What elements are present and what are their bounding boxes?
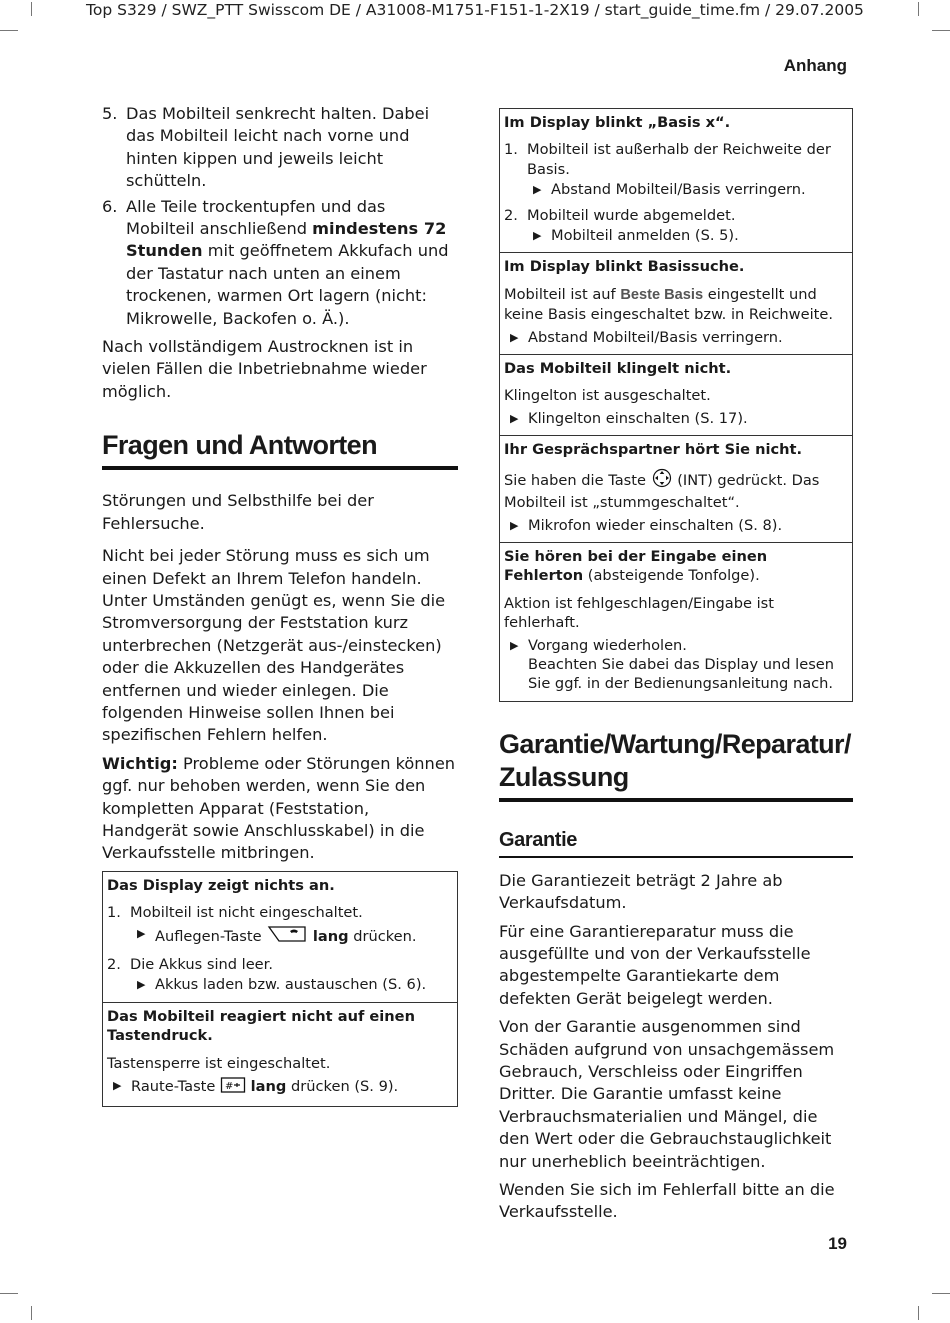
step-number: 6. [102, 196, 118, 216]
step-text: mit geöffnetem Akkufach und der Tastatur nach unten an einem trockenen, warmen Ort lagern (nicht: Mikrowelle, Backofen o. Ä.). [126, 241, 449, 328]
action-note: Beachten Sie dabei das Display und lesen Sie ggf. in der Bedienungsanleitung nach. [528, 655, 835, 693]
important-text: Probleme oder Störungen können ggf. nur behoben werden, wenn Sie den kompletten Apparat (Feststation, Handgerät sowie Anschlusskabel) in die Verkaufsstelle mitbringen. [102, 753, 456, 863]
emphasis: lang [250, 1078, 287, 1096]
cause-item [504, 206, 848, 225]
problem-title-note: (absteigende Tonfolge). [587, 567, 760, 585]
action-item [527, 226, 848, 245]
table-row [500, 436, 853, 543]
cause-text-part: eingestellt und keine Basis eingeschaltet bzw. in Reichweite. [504, 285, 833, 324]
crop-mark [932, 1293, 950, 1294]
control-key-icon [651, 468, 673, 493]
crop-mark [918, 2, 919, 16]
action-item [504, 516, 848, 535]
step-text: Alle Teile trockentupfen und das Mobilteil anschließend [126, 196, 386, 239]
table-cell [500, 109, 853, 253]
cause-text: Mobilteil wurde abgemeldet. [527, 206, 736, 224]
problem-title: Das Display zeigt nichts an. [107, 876, 335, 894]
triangle-bullet-icon: ▶ [533, 229, 542, 243]
section-heading: Garantie/Wartung/Reparatur/ Zulassung [499, 728, 853, 802]
triangle-bullet-icon: ▶ [137, 926, 146, 940]
emphasis: lang [312, 927, 349, 945]
action-text: Abstand Mobilteil/Basis verringern. [528, 328, 783, 346]
table-cell [500, 253, 853, 355]
paragraph: Für eine Garantiereparatur muss die ausgefüllte und von der Verkaufsstelle abgestempelte Garantiekarte dem defekten Gerät beigelegt werden. [499, 921, 811, 1008]
step-number: 5. [102, 104, 118, 123]
triangle-bullet-icon: ▶ [113, 1079, 122, 1093]
action-text: drücken. [353, 927, 417, 945]
paragraph: Nicht bei jeder Störung muss es sich um einen Defekt an Ihrem Telefon handeln. Unter Umständen genügt es, wenn Sie die Stromversorgung der Feststation kurz unterbrechen (Netzgerät aus-/einstecken) oder die Akkuzellen des Handgerätes entfernen und wieder einlegen. Die folgenden Hinweise sollen Ihnen bei spezifischen Fehlern helfen. [102, 546, 446, 745]
step-text: Das Mobilteil senkrecht halten. Dabei das Mobilteil leicht nach vorne und hinten kippen und jeweils leicht schütteln. [126, 104, 430, 191]
cause-item [504, 140, 848, 179]
paragraph: Nach vollständigem Austrocknen ist in vielen Fällen die Inbetriebnahme wieder möglich. [102, 337, 427, 401]
section-label: Anhang [783, 56, 847, 75]
page-number: 19 [828, 1234, 847, 1253]
svg-text:#: # [225, 1081, 234, 1093]
problem-title: Das Mobilteil klingelt nicht. [504, 360, 732, 378]
action-item [504, 328, 848, 347]
cause-number: 2. [107, 956, 121, 973]
cause-text [504, 285, 848, 325]
paragraph: Die Garantiezeit beträgt 2 Jahre ab Verkaufsdatum. [499, 870, 783, 913]
action-text: Akkus laden bzw. austauschen (S. 6). [155, 976, 427, 994]
cause-text: Mobilteil ist außerhalb der Reichweite der Basis. [527, 141, 831, 178]
triangle-bullet-icon: ▶ [510, 518, 519, 532]
action-text: Raute-Taste [131, 1078, 216, 1096]
cause-item [107, 955, 453, 974]
table-row [500, 109, 853, 253]
triangle-bullet-icon: ▶ [510, 638, 519, 652]
subsection-heading: Garantie [499, 826, 853, 858]
action-item [504, 636, 848, 694]
problem-title: Im Display blinkt Basissuche. [504, 258, 745, 276]
table-cell [500, 542, 853, 701]
problem-title-bold: Sie hören bei der Eingabe einen Fehlerton [504, 547, 768, 585]
cause-text [504, 468, 848, 513]
action-item [131, 924, 453, 949]
important-label: Wichtig: [102, 753, 178, 773]
table-cell [500, 355, 853, 436]
action-text: Auflegen-Taste [155, 927, 262, 945]
cause-text: Mobilteil ist nicht eingeschaltet. [130, 904, 363, 922]
list-item [102, 196, 458, 330]
end-call-key-icon [266, 924, 308, 949]
cause-text-part: Sie haben die Taste [504, 471, 646, 489]
cause-number: 1. [107, 904, 121, 922]
crop-mark [0, 1293, 18, 1294]
paragraph: Störungen und Selbsthilfe bei der Fehlersuche. [102, 491, 374, 533]
action-text: Mobilteil anmelden (S. 5). [551, 227, 739, 245]
crop-mark [918, 1306, 919, 1320]
action-text: drücken (S. 9). [291, 1078, 399, 1096]
action-item [504, 409, 848, 428]
action-item [527, 180, 848, 199]
cause-number: 2. [504, 206, 518, 224]
table-row [103, 871, 458, 1002]
cause-text-part: (INT) gedrückt. Das Mobilteil ist „stummgeschaltet“. [504, 471, 820, 512]
table-cell [103, 1002, 458, 1107]
triangle-bullet-icon: ▶ [137, 978, 146, 992]
action-text: Abstand Mobilteil/Basis verringern. [551, 181, 806, 199]
action-item [131, 975, 453, 994]
table-cell [500, 436, 853, 543]
table-row [500, 355, 853, 436]
right-column [499, 108, 853, 1230]
action-text: Klingelton einschalten (S. 17). [528, 409, 748, 427]
faq-table [499, 108, 853, 702]
faq-table [102, 871, 458, 1108]
table-row [500, 542, 853, 701]
table-row [500, 253, 853, 355]
table-row [103, 1002, 458, 1107]
crop-mark [31, 2, 32, 16]
running-header: Top S329 / SWZ_PTT Swisscom DE / A31008-M1751-F151-1-2X19 / start_guide_time.fm / 29.07.2005 [86, 1, 864, 19]
cause-number: 1. [504, 141, 518, 159]
cause-text: Aktion ist fehlgeschlagen/Eingabe ist fehlerhaft. [504, 594, 774, 632]
cause-item [107, 903, 453, 922]
cause-text: Tastensperre ist eingeschaltet. [107, 1054, 331, 1072]
cause-text-part: Mobilteil ist auf [504, 285, 616, 303]
triangle-bullet-icon: ▶ [533, 183, 542, 197]
hash-key-icon [220, 1076, 246, 1099]
crop-mark [0, 30, 18, 31]
action-item [107, 1076, 453, 1099]
problem-title [504, 547, 848, 586]
list-item [102, 103, 458, 193]
crop-mark [932, 30, 950, 31]
section-heading: Fragen und Antworten [102, 429, 458, 470]
display-menu-text: Beste Basis [620, 286, 704, 303]
action-text: Mikrofon wieder einschalten (S. 8). [528, 516, 783, 534]
crop-mark [31, 1306, 32, 1320]
emphasis: mindestens 72 Stunden [126, 219, 447, 261]
problem-title: Ihr Gesprächspartner hört Sie nicht. [504, 441, 803, 459]
problem-title: Im Display blinkt „Basis x“. [504, 114, 731, 131]
action-text: Vorgang wiederholen. [528, 636, 687, 654]
paragraph: Von der Garantie ausgenommen sind Schäden aufgrund von unsachgemässem Gebrauch, Verschleiss oder Eingriffen Dritter. Die Garantie umfasst keine Verbrauchsmaterialien und Mängel, die den Wert oder die Gebrauchstauglichkeit nur unerheblich beeinträchtigen. [499, 1017, 835, 1171]
important-note [102, 753, 458, 865]
left-column [102, 103, 458, 1107]
problem-title: Das Mobilteil reagiert nicht auf einen Tastendruck. [107, 1007, 415, 1045]
paragraph: Wenden Sie sich im Fehlerfall bitte an die Verkaufsstelle. [499, 1180, 835, 1222]
triangle-bullet-icon: ▶ [510, 411, 519, 425]
triangle-bullet-icon: ▶ [510, 330, 519, 344]
table-cell [103, 871, 458, 1002]
drying-steps [102, 103, 458, 330]
cause-text: Die Akkus sind leer. [130, 956, 273, 973]
cause-text: Klingelton ist ausgeschaltet. [504, 387, 711, 405]
